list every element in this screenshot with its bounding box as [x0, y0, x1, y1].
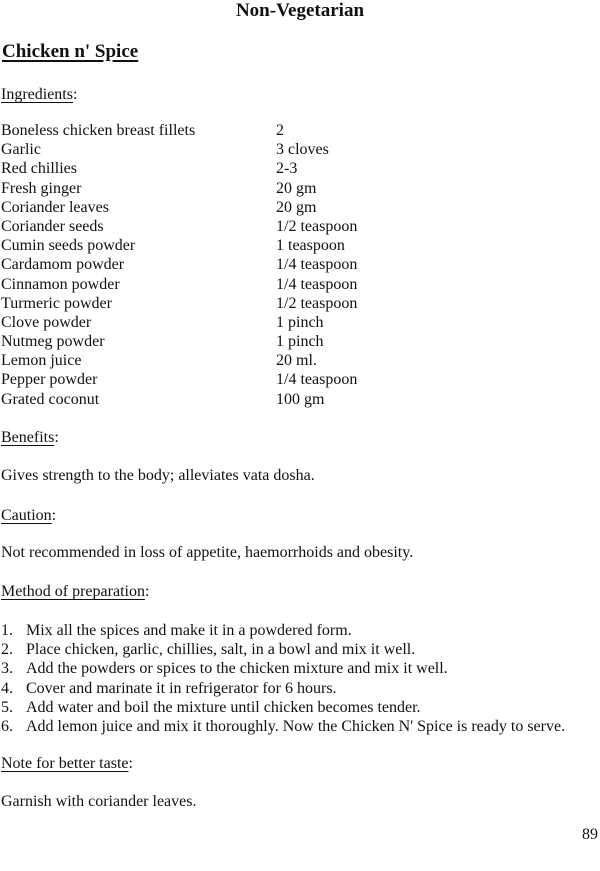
ingredient-name: Red chillies — [1, 160, 77, 178]
method-label-colon: : — [144, 583, 150, 600]
ingredient-quantity: 3 cloves — [276, 141, 329, 159]
ingredient-name: Cinnamon powder — [1, 275, 120, 293]
caution-label: Caution — [1, 507, 52, 524]
ingredient-row — [1, 217, 561, 236]
ingredient-row — [1, 255, 561, 274]
ingredient-quantity: 1/4 teaspoon — [276, 275, 358, 293]
method-step — [1, 640, 599, 659]
caution-text: Not recommended in loss of appetite, haemorrhoids and obesity. — [1, 544, 414, 561]
method-label: Method of preparation — [1, 583, 145, 600]
method-step — [1, 698, 599, 717]
ingredient-name: Nutmeg powder — [1, 333, 105, 351]
ingredient-name: Turmeric powder — [1, 294, 112, 312]
ingredient-name: Lemon juice — [1, 352, 82, 370]
method-step — [1, 621, 599, 640]
step-text: Add the powders or spices to the chicken mixture and mix it well. — [26, 660, 448, 678]
step-number: 6. — [1, 717, 13, 735]
method-steps — [1, 621, 599, 736]
method-step — [1, 717, 599, 736]
caution-heading — [1, 507, 56, 525]
ingredient-name: Cumin seeds powder — [1, 237, 136, 255]
ingredient-quantity: 100 gm — [276, 390, 325, 408]
ingredient-quantity: 1/4 teaspoon — [276, 371, 358, 389]
step-text: Add water and boil the mixture until chicken becomes tender. — [26, 698, 421, 716]
note-heading — [1, 755, 133, 773]
ingredient-row — [1, 140, 561, 159]
note-text: Garnish with coriander leaves. — [1, 793, 197, 810]
step-number: 4. — [1, 679, 13, 697]
ingredient-quantity: 20 gm — [276, 198, 317, 216]
ingredient-row — [1, 179, 561, 198]
ingredient-quantity: 20 gm — [276, 179, 317, 197]
ingredient-row — [1, 236, 561, 255]
step-number: 5. — [1, 698, 13, 716]
ingredient-quantity: 20 ml. — [276, 352, 317, 370]
method-heading — [1, 583, 149, 601]
caution-label-colon: : — [51, 507, 57, 524]
ingredient-quantity: 1 teaspoon — [276, 237, 345, 255]
step-number: 3. — [1, 660, 13, 678]
ingredient-row — [1, 313, 561, 332]
ingredient-name: Fresh ginger — [1, 179, 82, 197]
note-label-colon: : — [128, 755, 133, 772]
note-label: Note for better taste — [1, 755, 129, 772]
ingredient-row — [1, 294, 561, 313]
step-text: Place chicken, garlic, chillies, salt, in a bowl and mix it well. — [26, 641, 416, 659]
ingredient-row — [1, 198, 561, 217]
ingredient-quantity: 1/4 teaspoon — [276, 256, 358, 274]
step-text: Cover and marinate it in refrigerator for 6 hours. — [26, 679, 337, 697]
ingredient-name: Cardamom powder — [1, 256, 125, 274]
benefits-label: Benefits — [1, 429, 55, 446]
ingredient-quantity: 1 pinch — [276, 333, 324, 351]
benefits-heading — [1, 429, 59, 447]
method-step — [1, 659, 599, 678]
ingredient-quantity: 1/2 teaspoon — [276, 294, 358, 312]
ingredient-row — [1, 390, 561, 409]
ingredient-quantity: 1 pinch — [276, 313, 324, 331]
ingredients-label: Ingredients — [1, 86, 73, 103]
method-step — [1, 679, 599, 698]
benefits-text: Gives strength to the body; alleviates vata dosha. — [1, 467, 315, 484]
ingredients-label-colon: : — [72, 86, 78, 103]
ingredient-quantity: 2 — [276, 122, 284, 139]
recipe-title: Chicken n' Spice — [2, 41, 139, 62]
ingredient-name: Clove powder — [1, 313, 92, 331]
ingredient-name: Grated coconut — [1, 390, 100, 408]
step-number: 1. — [1, 622, 13, 639]
ingredient-name: Coriander leaves — [1, 198, 109, 216]
ingredient-name: Garlic — [1, 141, 41, 159]
ingredient-row — [1, 275, 561, 294]
ingredient-name: Pepper powder — [1, 371, 98, 389]
step-text: Mix all the spices and make it in a powdered form. — [26, 622, 352, 639]
ingredient-row — [1, 159, 561, 178]
ingredient-name: Coriander seeds — [1, 217, 104, 235]
ingredient-name: Boneless chicken breast fillets — [1, 122, 196, 139]
ingredients-list — [1, 121, 561, 409]
page-number: 89 — [582, 826, 598, 843]
step-text: Add lemon juice and mix it thoroughly. Now the Chicken N' Spice is ready to serve. — [26, 717, 566, 735]
ingredient-quantity: 1/2 teaspoon — [276, 217, 358, 235]
ingredient-row — [1, 332, 561, 351]
ingredient-row — [1, 121, 561, 140]
ingredients-heading — [1, 86, 77, 104]
ingredient-row — [1, 351, 561, 370]
benefits-label-colon: : — [54, 429, 59, 446]
ingredient-row — [1, 370, 561, 389]
step-number: 2. — [1, 641, 13, 659]
page-header: Non-Vegetarian — [235, 0, 365, 21]
ingredient-quantity: 2-3 — [276, 160, 298, 178]
